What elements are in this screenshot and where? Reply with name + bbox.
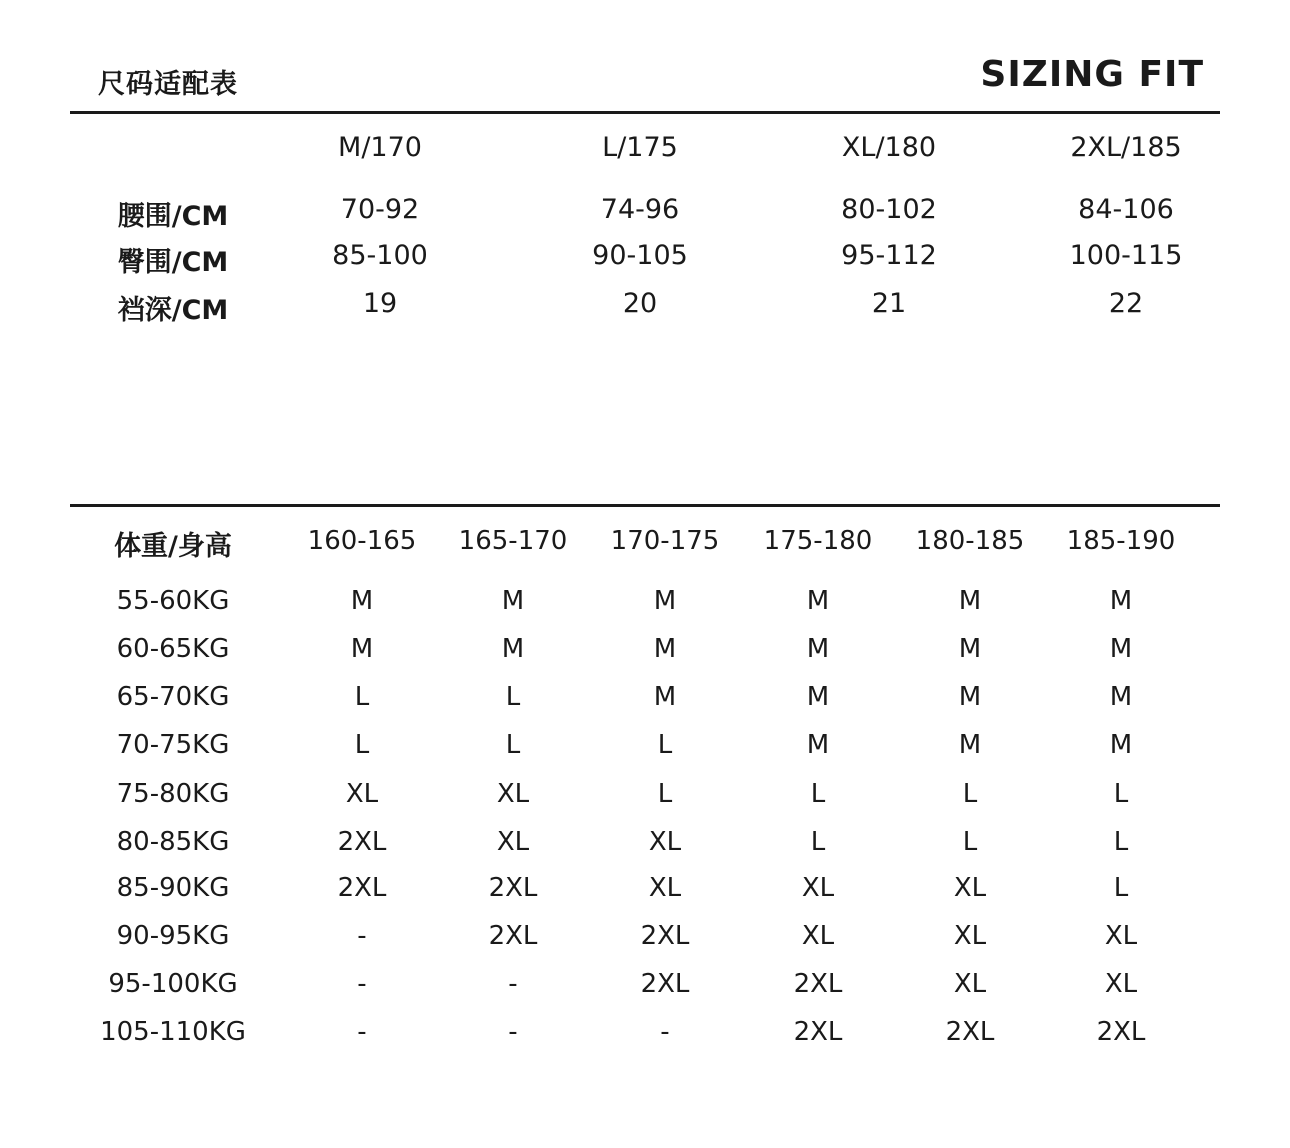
fit-size-cell: - bbox=[357, 969, 367, 999]
measure-cell: 19 bbox=[362, 288, 398, 319]
measure-cell: 74-96 bbox=[600, 194, 680, 225]
fit-size-cell: XL bbox=[1104, 921, 1138, 951]
fit-size-cell: L bbox=[962, 779, 978, 809]
fit-size-cell: L bbox=[1113, 827, 1129, 857]
fit-size-cell: 2XL bbox=[337, 873, 387, 903]
fit-size-cell: XL bbox=[496, 779, 530, 809]
fit-size-cell: XL bbox=[953, 873, 987, 903]
fit-size-cell: L bbox=[1113, 779, 1129, 809]
height-column-header: 160-165 bbox=[307, 526, 417, 556]
fit-size-cell: L bbox=[505, 682, 521, 712]
fit-size-cell: L bbox=[810, 827, 826, 857]
fit-size-cell: M bbox=[806, 586, 830, 616]
fit-size-cell: M bbox=[350, 586, 374, 616]
fit-size-cell: 2XL bbox=[945, 1017, 995, 1047]
height-column-header: 185-190 bbox=[1066, 526, 1176, 556]
measure-cell: 95-112 bbox=[841, 240, 937, 271]
fit-size-cell: L bbox=[657, 779, 673, 809]
measure-cell: 80-102 bbox=[841, 194, 937, 225]
fit-size-cell: 2XL bbox=[1096, 1017, 1146, 1047]
fit-size-cell: 2XL bbox=[793, 969, 843, 999]
measure-cell: 21 bbox=[871, 288, 907, 319]
size-column-header: XL/180 bbox=[841, 132, 937, 163]
fit-size-cell: M bbox=[653, 634, 677, 664]
fit-size-cell: M bbox=[958, 730, 982, 760]
fit-size-cell: M bbox=[958, 682, 982, 712]
fit-size-cell: M bbox=[1109, 730, 1133, 760]
fit-size-cell: XL bbox=[648, 827, 682, 857]
fit-size-cell: L bbox=[505, 730, 521, 760]
measure-cell: 20 bbox=[622, 288, 658, 319]
size-column-header: 2XL/185 bbox=[1070, 132, 1182, 163]
fit-size-cell: 2XL bbox=[337, 827, 387, 857]
fit-size-cell: - bbox=[357, 1017, 367, 1047]
fit-size-cell: M bbox=[653, 586, 677, 616]
fit-size-cell: 2XL bbox=[488, 873, 538, 903]
fit-size-cell: M bbox=[806, 634, 830, 664]
fit-size-cell: L bbox=[354, 730, 370, 760]
fit-corner-label: 体重/身高 bbox=[114, 531, 232, 562]
fit-size-cell: - bbox=[508, 969, 518, 999]
weight-row-label: 80-85KG bbox=[116, 827, 230, 857]
measure-row-label: 裆深/CM bbox=[117, 295, 229, 326]
height-column-header: 180-185 bbox=[915, 526, 1025, 556]
measure-cell: 100-115 bbox=[1069, 240, 1183, 271]
fit-size-cell: - bbox=[660, 1017, 670, 1047]
fit-size-cell: L bbox=[1113, 873, 1129, 903]
measure-cell: 90-105 bbox=[592, 240, 688, 271]
weight-row-label: 55-60KG bbox=[116, 586, 230, 616]
weight-row-label: 105-110KG bbox=[100, 1017, 246, 1047]
height-column-header: 165-170 bbox=[458, 526, 568, 556]
weight-row-label: 85-90KG bbox=[116, 873, 230, 903]
fit-size-cell: M bbox=[958, 586, 982, 616]
weight-row-label: 75-80KG bbox=[116, 779, 230, 809]
fit-size-cell: M bbox=[1109, 634, 1133, 664]
measure-row-label: 臀围/CM bbox=[117, 247, 229, 278]
fit-size-cell: XL bbox=[648, 873, 682, 903]
fit-size-cell: M bbox=[958, 634, 982, 664]
fit-size-cell: L bbox=[354, 682, 370, 712]
fit-size-cell: XL bbox=[801, 921, 835, 951]
fit-size-cell: 2XL bbox=[488, 921, 538, 951]
top-divider bbox=[70, 111, 1220, 114]
middle-divider bbox=[70, 504, 1220, 507]
measure-cell: 70-92 bbox=[340, 194, 420, 225]
weight-row-label: 65-70KG bbox=[116, 682, 230, 712]
fit-size-cell: L bbox=[962, 827, 978, 857]
fit-size-cell: 2XL bbox=[640, 921, 690, 951]
fit-size-cell: XL bbox=[801, 873, 835, 903]
fit-size-cell: M bbox=[1109, 682, 1133, 712]
fit-size-cell: - bbox=[357, 921, 367, 951]
weight-row-label: 60-65KG bbox=[116, 634, 230, 664]
size-column-header: L/175 bbox=[602, 132, 678, 163]
weight-row-label: 90-95KG bbox=[116, 921, 230, 951]
fit-size-cell: M bbox=[350, 634, 374, 664]
fit-size-cell: 2XL bbox=[640, 969, 690, 999]
fit-size-cell: XL bbox=[1104, 969, 1138, 999]
height-column-header: 170-175 bbox=[610, 526, 720, 556]
fit-size-cell: 2XL bbox=[793, 1017, 843, 1047]
page-title-cn: 尺码适配表 bbox=[98, 69, 238, 100]
fit-size-cell: M bbox=[806, 682, 830, 712]
fit-size-cell: M bbox=[501, 634, 525, 664]
page-title-en: SIZING FIT bbox=[980, 54, 1204, 95]
fit-size-cell: M bbox=[653, 682, 677, 712]
weight-row-label: 95-100KG bbox=[108, 969, 238, 999]
fit-size-cell: - bbox=[508, 1017, 518, 1047]
fit-size-cell: XL bbox=[345, 779, 379, 809]
fit-size-cell: M bbox=[1109, 586, 1133, 616]
fit-size-cell: L bbox=[810, 779, 826, 809]
fit-size-cell: XL bbox=[496, 827, 530, 857]
fit-size-cell: XL bbox=[953, 969, 987, 999]
size-column-header: M/170 bbox=[338, 132, 422, 163]
height-column-header: 175-180 bbox=[763, 526, 873, 556]
fit-size-cell: M bbox=[501, 586, 525, 616]
measure-row-label: 腰围/CM bbox=[117, 201, 229, 232]
measure-cell: 22 bbox=[1108, 288, 1144, 319]
weight-row-label: 70-75KG bbox=[116, 730, 230, 760]
fit-size-cell: M bbox=[806, 730, 830, 760]
measure-cell: 85-100 bbox=[332, 240, 428, 271]
fit-size-cell: XL bbox=[953, 921, 987, 951]
measure-cell: 84-106 bbox=[1078, 194, 1174, 225]
fit-size-cell: L bbox=[657, 730, 673, 760]
